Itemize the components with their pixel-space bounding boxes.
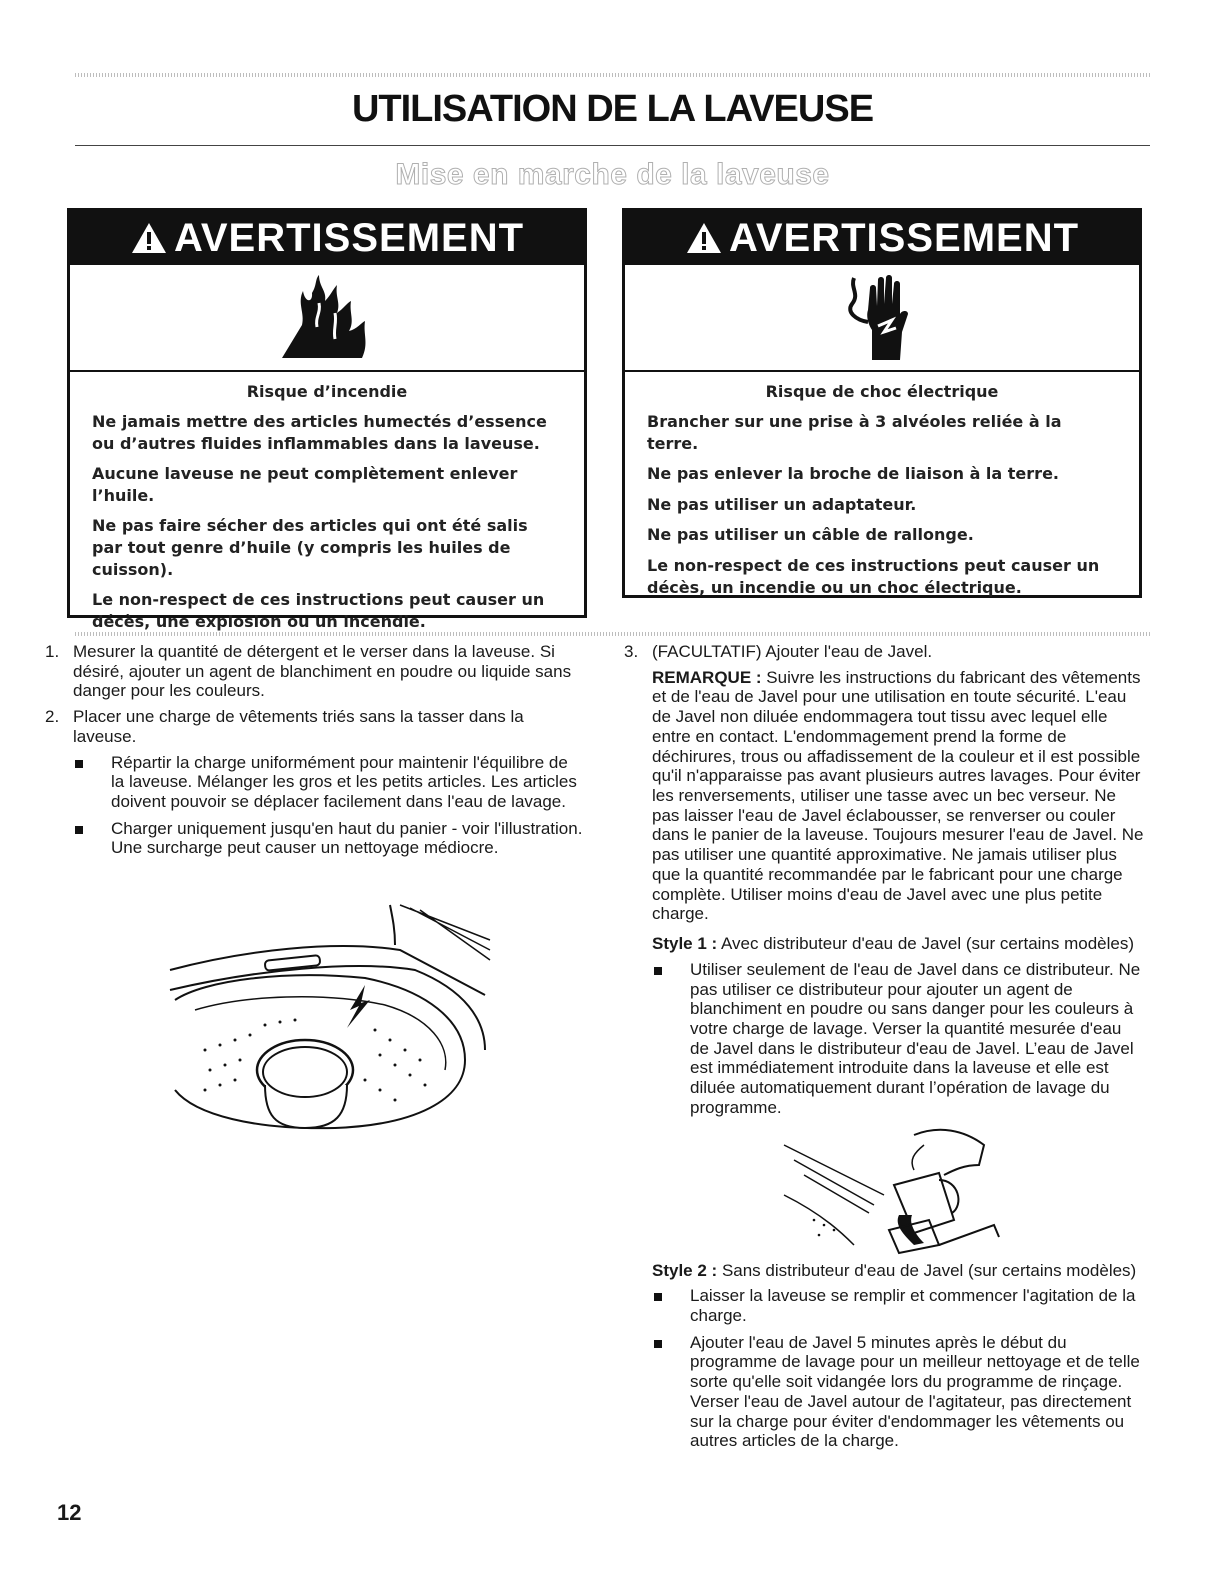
fire-warning-box — [67, 208, 587, 631]
fire-icon — [257, 273, 397, 363]
warning-header — [70, 211, 584, 265]
note-text: Suivre les instructions du fabricant des vêtements et de l'eau de Javel pour une utilisation en toute sécurité. L'eau de Javel non diluée endommagera tout tissu avec lequel elle entre en contact. L'endommagement prend la forme de déchirures, trous ou affadissement de la couleur et il est possible qu'il n'apparaisse pas avant plusieurs autres lavages. Pour éviter les renversements, utiliser une tasse avec un bec verseur. Ne pas laisser l'eau de Javel éclabousser, se renverser ou couler dans le panier de la laveuse. Toujours mesurer l'eau de Javel. Ne pas utiliser une quantité approximative. Ne jamais utiliser plus que la quantité recommandée par le fabricant pour une charge complète. Utiliser moins d'eau de Javel avec une plus petite charge. — [652, 667, 1144, 924]
bullet-icon — [654, 1340, 662, 1348]
page-subtitle: Mise en marche de la laveuse — [395, 158, 830, 191]
step-3 — [624, 642, 1144, 662]
warning-line: Brancher sur une prise à 3 alvéoles reliée à la terre. — [647, 412, 1062, 453]
warning-body — [625, 372, 1139, 598]
bullet-icon — [75, 826, 83, 834]
top-decorative-rule — [75, 73, 1150, 77]
warning-line: Ne pas faire sécher des articles qui ont été salis par tout genre d’huile (y compris les huiles de cuisson). — [92, 516, 528, 579]
style-label: Style 1 : — [652, 934, 718, 954]
step-number: 3. — [624, 642, 639, 661]
step-number: 2. — [45, 707, 60, 727]
warning-line: Aucune laveuse ne peut complètement enlever l’huile. — [92, 464, 518, 505]
warning-line: Ne pas enlever la broche de liaison à la terre. — [647, 464, 1059, 484]
style-text: Sans distributeur d'eau de Javel (sur certains modèles) — [721, 1260, 1137, 1280]
fire-icon-panel — [70, 265, 584, 372]
warning-triangle-icon — [685, 221, 723, 255]
risk-heading: Risque d’incendie — [246, 382, 408, 401]
warning-triangle-icon — [130, 221, 168, 255]
warning-line: Ne jamais mettre des articles humectés d’essence ou d’autres fluides inflammables dans la laveuse. — [92, 412, 547, 453]
page-number: 12 — [57, 1500, 82, 1525]
bullet-text: Répartir la charge uniformément pour maintenir l'équilibre de la laveuse. Mélanger les gros et les petits articles. Les articles doivent pouvoir se déplacer facilement dans l'eau de lavage. — [111, 752, 577, 812]
style-text: Avec distributeur d'eau de Javel (sur certains modèles) — [721, 934, 1135, 954]
bullet-text: Charger uniquement jusqu'en haut du panier - voir l'illustration. Une surcharge peut causer un nettoyage médiocre. — [111, 818, 583, 858]
step-text: Mesurer la quantité de détergent et le verser dans la laveuse. Si désiré, ajouter un agent de blanchiment en poudre ou liquide sans danger pour les couleurs. — [73, 642, 572, 701]
step-1 — [45, 642, 585, 701]
page-title: UTILISATION DE LA LAVEUSE — [351, 88, 874, 130]
bullet-text: Ajouter l'eau de Javel 5 minutes après le début du programme de lavage pour un meilleur nettoyage et de telle sorte qu'elle soit vidangée lors du programme de rinçage. Verser l'eau de Javel autour de l'agitateur, pas directement sur la charge pour éviter d'endommager les vêtements ou autres articles de la charge. — [690, 1332, 1140, 1451]
style-1-heading — [652, 934, 1144, 954]
style-label: Style 2 : — [652, 1260, 718, 1280]
step-number: 1. — [45, 642, 60, 661]
list-item — [73, 753, 585, 812]
warning-line: Ne pas utiliser un adaptateur. — [647, 494, 917, 514]
section-divider — [75, 632, 1150, 636]
list-item — [652, 960, 1144, 1118]
style-2-heading — [652, 1261, 1144, 1281]
warning-body — [70, 372, 584, 632]
note-paragraph — [652, 668, 1144, 924]
bullet-icon — [654, 1293, 662, 1301]
list-item — [73, 819, 585, 858]
warning-title: AVERTISSEMENT — [728, 215, 1080, 260]
title-rule — [75, 145, 1150, 146]
warning-line: Le non-respect de ces instructions peut causer un décès, une explosion ou un incendie. — [92, 590, 545, 631]
bullet-text: Utiliser seulement de l'eau de Javel dans ce distributeur. Ne pas utiliser ce distributeur pour ajouter un agent de blanchiment en poudre ou sans danger pour les couleurs à votre charge de lavage. Verser la quantité mesurée d'eau de Javel dans le distributeur d'eau de Javel. L’eau de Javel est immédiatement introduite dans la laveuse et elle est diluée automatiquement durant l’opération de lavage du programme. — [690, 959, 1141, 1117]
step-text: (FACULTATIF) Ajouter l'eau de Javel. — [652, 642, 933, 661]
bleach-pouring-illustration — [764, 1125, 1024, 1255]
risk-heading: Risque de choc électrique — [765, 382, 999, 401]
bullet-text: Laisser la laveuse se remplir et commencer l'agitation de la charge. — [690, 1286, 1136, 1325]
warning-line: Ne pas utiliser un câble de rallonge. — [647, 525, 974, 545]
step-2 — [45, 707, 585, 746]
warning-line: Le non-respect de ces instructions peut causer un décès, un incendie ou un choc électrique. — [647, 555, 1100, 597]
bullet-icon — [75, 760, 83, 768]
list-item — [652, 1333, 1144, 1451]
electric-warning-box — [622, 208, 1142, 598]
electric-shock-icon — [832, 270, 932, 365]
note-label: REMARQUE : — [652, 667, 762, 687]
list-item — [652, 1286, 1144, 1325]
bullet-icon — [654, 967, 662, 975]
washer-basket-illustration — [165, 900, 495, 1140]
warning-header — [625, 211, 1139, 265]
warning-title: AVERTISSEMENT — [173, 215, 525, 260]
right-column — [624, 642, 1144, 1458]
left-column — [45, 642, 585, 865]
shock-icon-panel — [625, 265, 1139, 372]
step-text: Placer une charge de vêtements triés sans la tasser dans la laveuse. — [73, 707, 524, 746]
